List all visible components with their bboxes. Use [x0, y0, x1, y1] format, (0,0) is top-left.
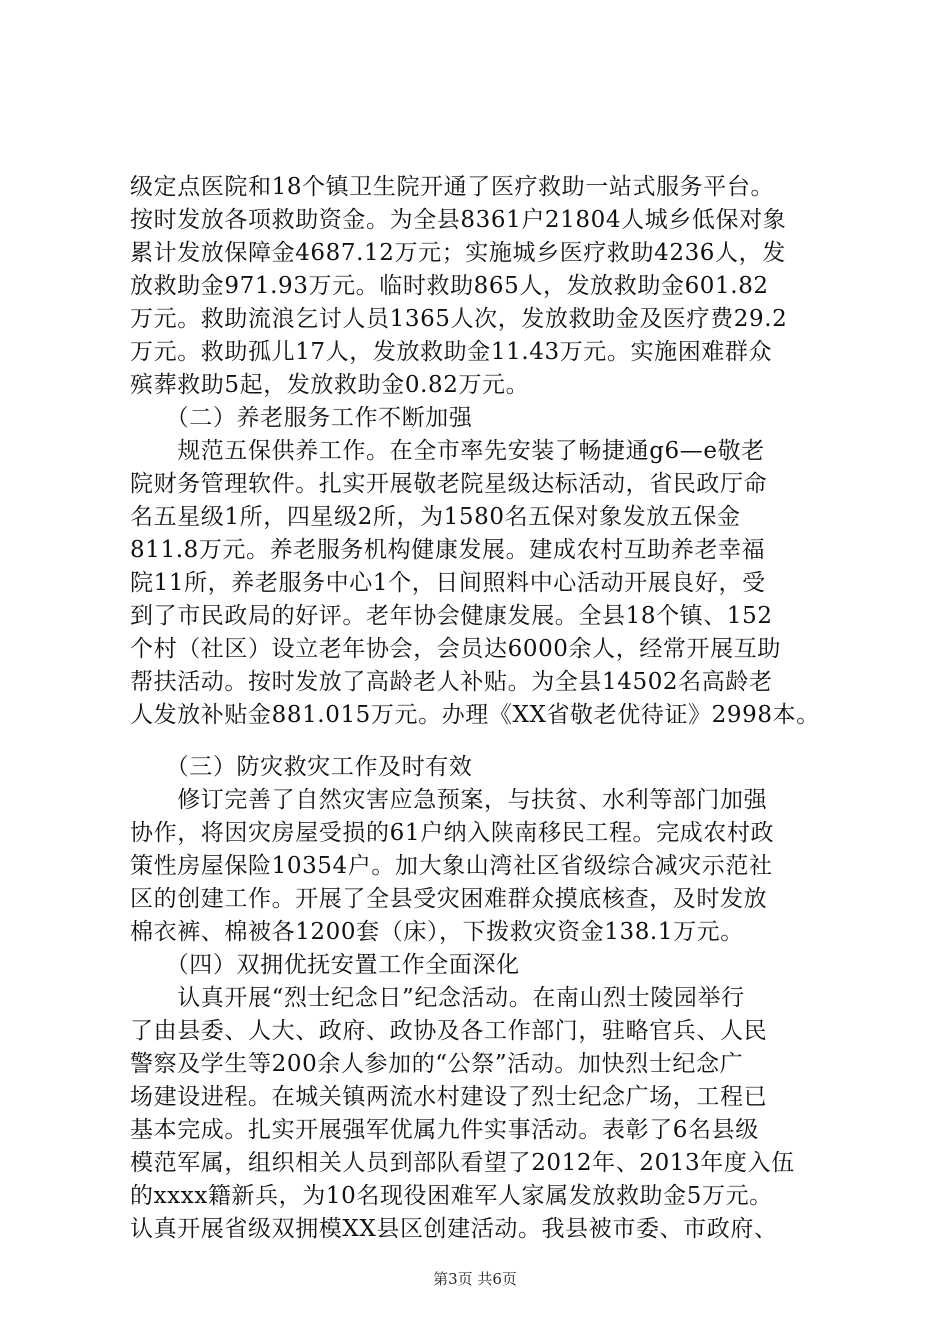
text-line: 认真开展省级双拥模XX县区创建活动。我县被市委、市政府、: [130, 1216, 778, 1242]
section-heading: （三）防灾救灾工作及时有效: [130, 754, 473, 780]
text-line: 策性房屋保险10354户。加大象山湾社区省级综合减灾示范社: [130, 853, 773, 879]
text-line: 警察及学生等200余人参加的“公祭”活动。加快烈士纪念广: [130, 1051, 744, 1077]
text-line: 帮扶活动。按时发放了高龄老人补贴。为全县14502名高龄老: [130, 669, 773, 695]
page-number: 第3页 共6页: [433, 1270, 517, 1288]
text-line: 放救助金971.93万元。临时救助865人，发放救助金601.82: [130, 273, 769, 299]
text-line: 棉衣裤、棉被各1200套（床），下拨救灾资金138.1万元。: [130, 919, 744, 945]
text-line: 级定点医院和18个镇卫生院开通了医疗救助一站式服务平台。: [130, 174, 775, 200]
text-line: 协作，将因灾房屋受损的61户纳入陕南移民工程。完成农村政: [130, 820, 775, 846]
text-line: 811.8万元。养老服务机构健康发展。建成农村互助养老幸福: [130, 537, 766, 563]
text-line: 修订完善了自然灾害应急预案，与扶贫、水利等部门加强: [130, 787, 768, 813]
text-line: 场建设进程。在城关镇两流水村建设了烈士纪念广场，工程已: [130, 1084, 768, 1110]
text-line: 名五星级1所，四星级2所，为1580名五保对象发放五保金: [130, 504, 741, 530]
text-line: 院11所，养老服务中心1个，日间照料中心活动开展良好，受: [130, 570, 766, 596]
text-line: 规范五保供养工作。在全市率先安装了畅捷通g6—e敬老: [130, 438, 765, 464]
section-heading: （四）双拥优抚安置工作全面深化: [130, 952, 520, 978]
text-line: 院财务管理软件。扎实开展敬老院星级达标活动，省民政厅命: [130, 471, 768, 497]
text-line: 了由县委、人大、政府、政协及各工作部门，驻略官兵、人民: [130, 1018, 768, 1044]
text-line: 的xxxx籍新兵，为10名现役困难军人家属发放救助金5万元。: [130, 1183, 773, 1209]
text-line: 认真开展“烈士纪念日”纪念活动。在南山烈士陵园举行: [130, 985, 745, 1011]
section-heading: （二）养老服务工作不断加强: [130, 405, 473, 431]
text-line: 区的创建工作。开展了全县受灾困难群众摸底核查，及时发放: [130, 886, 768, 912]
text-line: 到了市民政局的好评。老年协会健康发展。全县18个镇、152: [130, 603, 773, 629]
text-line: 万元。救助流浪乞讨人员1365人次，发放救助金及医疗费29.2: [130, 306, 788, 332]
text-line: 按时发放各项救助资金。为全县8361户21804人城乡低保对象: [130, 207, 787, 233]
text-line: 万元。救助孤儿17人，发放救助金11.43万元。实施困难群众: [130, 339, 773, 365]
text-line: 殡葬救助5起，发放救助金0.82万元。: [130, 372, 530, 398]
text-line: 个村（社区）设立老年协会，会员达6000余人，经常开展互助: [130, 636, 781, 662]
text-line: 累计发放保障金4687.12万元；实施城乡医疗救助4236人，发: [130, 240, 786, 266]
text-line: 人发放补贴金881.015万元。办理《XX省敬老优待证》2998本。: [130, 702, 820, 728]
text-line: 基本完成。扎实开展强军优属九件实事活动。表彰了6名县级: [130, 1117, 759, 1143]
text-line: 模范军属，组织相关人员到部队看望了2012年、2013年度入伍: [130, 1150, 795, 1176]
